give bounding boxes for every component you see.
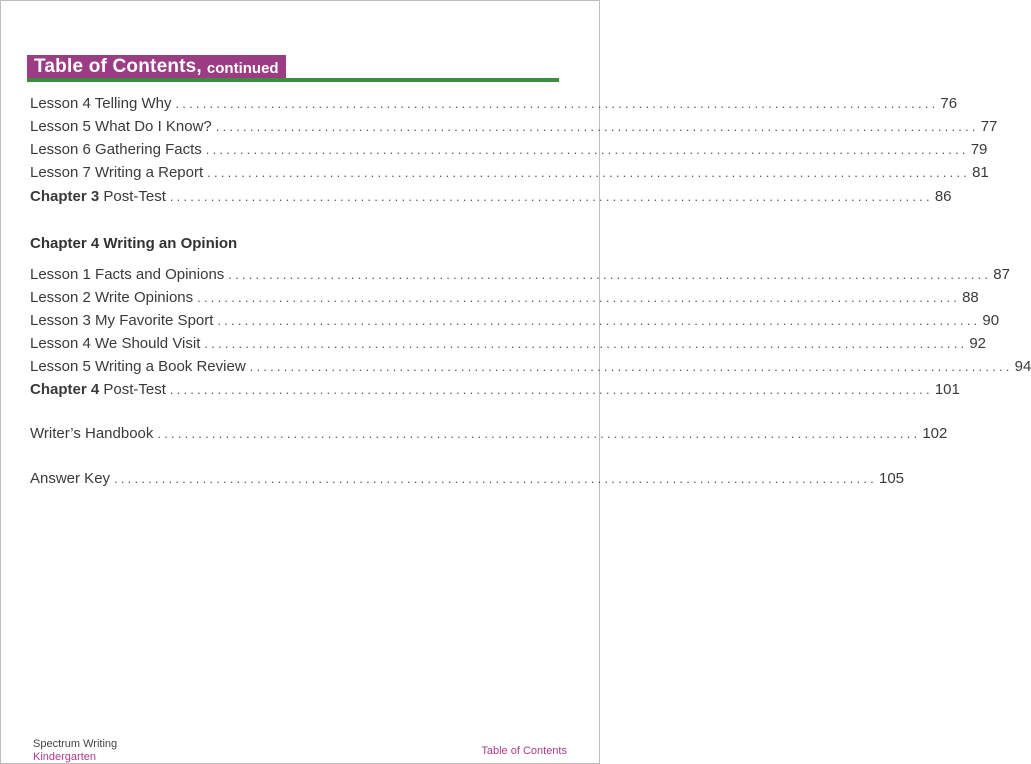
toc-entry-label: Answer Key [30,470,111,487]
dot-leader: ................................................................................................................ [215,119,979,134]
toc-entry-label: Lesson 7 Writing a Report [30,164,204,181]
toc-entry-answer-key [30,470,905,490]
toc-entry [30,289,979,309]
dot-leader: ................................................................................................................ [204,336,968,351]
toc-entry-page: 86 [934,188,952,205]
toc-entry-page: 77 [980,118,998,135]
toc-entry-chapter-4-post-test [30,381,960,401]
dot-leader: ................................................................................................................ [228,267,992,282]
dot-leader: ................................................................................................................ [175,96,939,111]
header-divider [27,78,559,82]
toc-entry-writers-handbook [30,425,948,445]
footer-grade: Kindergarten [33,751,96,763]
toc-entry-label: Lesson 5 Writing a Book Review [30,358,246,375]
toc-entry-label [30,381,166,398]
toc-entry [30,358,1031,378]
toc-entry-page: 92 [969,335,987,352]
dot-leader: ................................................................................................................ [249,359,1013,374]
post-test-label: Post-Test [99,188,166,205]
toc-entry-label: Lesson 1 Facts and Opinions [30,266,225,283]
toc-entry-page: 105 [878,470,905,487]
toc-entry [30,141,988,161]
dot-leader: ................................................................................................................ [197,290,961,305]
toc-entry [30,164,989,184]
toc-entry-page: 94 [1014,358,1031,375]
toc-entry-page: 88 [962,289,979,306]
chapter-label: Chapter 4 [30,381,100,398]
toc-entry-label: Lesson 5 What Do I Know? [30,118,212,135]
footer-book-info [33,738,117,764]
toc-entry [30,118,998,138]
toc-entry-label: Lesson 2 Write Opinions [30,289,194,306]
toc-entry-label [30,188,166,205]
footer-book-title: Spectrum Writing [33,738,118,750]
page-subtitle: continued [206,60,279,77]
toc-entry [30,335,987,355]
toc-entry-label: Lesson 4 Telling Why [30,95,172,112]
page-title: Table of Contents, [34,56,202,77]
dot-leader: ................................................................................................................ [169,189,933,204]
toc-entry [30,95,958,115]
toc-entry-page: 81 [972,164,989,181]
toc-entry-chapter-3-post-test [30,188,952,208]
chapter-label: Chapter 3 [30,188,100,205]
post-test-label: Post-Test [99,381,166,398]
dot-leader: ................................................................................................................ [217,313,981,328]
toc-entry-page: 90 [982,312,1000,329]
section-header-banner [27,55,286,78]
toc-entry-page: 87 [993,266,1010,283]
toc-entry [30,266,1010,286]
dot-leader: ................................................................................................................ [157,426,921,441]
toc-entry-page: 76 [940,95,958,112]
footer-section-label: Table of Contents [481,745,567,757]
toc-entry [30,312,1000,332]
dot-leader: ................................................................................................................ [169,382,933,397]
toc-entry-page: 102 [922,425,948,442]
toc-entry-page: 101 [934,381,960,398]
toc-entry-label: Writer’s Handbook [30,425,154,442]
toc-entry-label: Lesson 4 We Should Visit [30,335,201,352]
chapter-heading: Chapter 4 Writing an Opinion [30,235,238,252]
dot-leader: ................................................................................................................ [205,142,969,157]
dot-leader: ................................................................................................................ [207,165,971,180]
toc-entry-page: 79 [970,141,988,158]
toc-entry-label: Lesson 6 Gathering Facts [30,141,202,158]
dot-leader: ................................................................................................................ [114,471,877,486]
toc-entry-label: Lesson 3 My Favorite Sport [30,312,214,329]
